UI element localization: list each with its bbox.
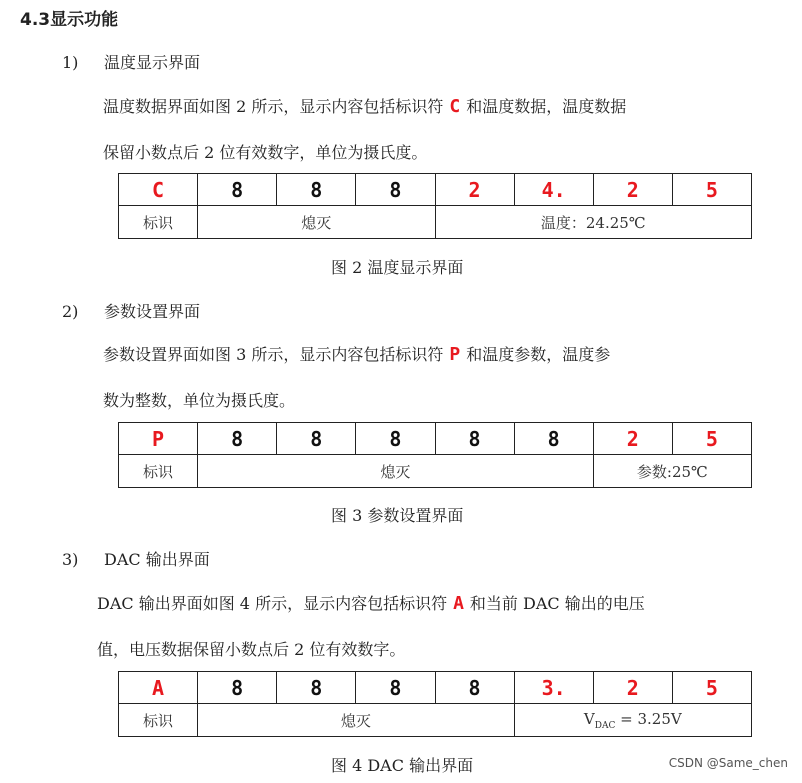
marker-glyph: A bbox=[453, 593, 464, 614]
subsection-number: 1) bbox=[62, 53, 79, 72]
label-cell: 标识 bbox=[119, 206, 198, 239]
paragraph-text: 保留小数点后 2 位有效数字，单位为摄氏度。 bbox=[103, 143, 428, 162]
label-cell: 标识 bbox=[119, 704, 198, 737]
subsection-number: 3) bbox=[62, 550, 79, 569]
digit-cell: 8 bbox=[277, 672, 356, 704]
digit-cell: 8 bbox=[356, 672, 435, 704]
digit-cell: 2 bbox=[593, 174, 672, 206]
marker-glyph: C bbox=[449, 96, 461, 117]
label-cell: 熄灭 bbox=[198, 704, 515, 737]
paragraph-text: 和当前 DAC 输出的电压 bbox=[469, 594, 645, 613]
voltage-symbol: V bbox=[583, 709, 595, 728]
subsection-title-1 bbox=[62, 50, 200, 73]
subsection-title-3 bbox=[62, 547, 210, 570]
digit-cell: C bbox=[119, 174, 198, 206]
digit-cell: 8 bbox=[514, 423, 593, 455]
paragraph-text: 温度数据界面如图 2 所示，显示内容包括标识符 bbox=[103, 97, 444, 116]
digit-cell: 8 bbox=[198, 174, 277, 206]
digit-cell: 8 bbox=[435, 423, 514, 455]
digit-cell: 4. bbox=[514, 174, 593, 206]
watermark: CSDN @Same_chen bbox=[668, 756, 788, 770]
paragraph-text: 数为整数，单位为摄氏度。 bbox=[103, 391, 296, 410]
subsection-number: 2) bbox=[62, 302, 79, 321]
marker-glyph: P bbox=[449, 344, 461, 365]
digit-cell: 8 bbox=[198, 672, 277, 704]
paragraph-text: 和温度数据，温度数据 bbox=[466, 97, 627, 116]
label-cell: 熄灭 bbox=[198, 206, 435, 239]
label-cell bbox=[514, 704, 751, 737]
paragraph-text: DAC 输出界面如图 4 所示，显示内容包括标识符 bbox=[97, 594, 448, 613]
label-cell: 参数:25℃ bbox=[593, 455, 751, 488]
label-cell: 标识 bbox=[119, 455, 198, 488]
digit-cell: 8 bbox=[277, 174, 356, 206]
digit-cell: 8 bbox=[277, 423, 356, 455]
digit-cell: 5 bbox=[672, 672, 751, 704]
paragraph-text: 参数设置界面如图 3 所示，显示内容包括标识符 bbox=[103, 345, 444, 364]
digit-cell: 8 bbox=[356, 423, 435, 455]
digit-cell: 3. bbox=[514, 672, 593, 704]
figure-caption: 图 2 温度显示界面 bbox=[331, 258, 464, 277]
figure-caption: 图 3 参数设置界面 bbox=[331, 506, 464, 525]
display-table-3 bbox=[118, 671, 752, 737]
label-cell: 温度：24.25℃ bbox=[435, 206, 752, 239]
digit-cell: 8 bbox=[356, 174, 435, 206]
digit-cell: 8 bbox=[198, 423, 277, 455]
subsection-title: 参数设置界面 bbox=[104, 302, 201, 321]
subsection-title: DAC 输出界面 bbox=[104, 550, 210, 569]
paragraph-text: 和温度参数，温度参 bbox=[466, 345, 611, 364]
subsection-title: 温度显示界面 bbox=[104, 53, 201, 72]
section-heading: 4.3显示功能 bbox=[20, 10, 119, 30]
digit-cell: P bbox=[119, 423, 198, 455]
figure-caption: 图 4 DAC 输出界面 bbox=[331, 756, 474, 775]
paragraph-text: 值，电压数据保留小数点后 2 位有效数字。 bbox=[97, 640, 406, 659]
paragraph-1 bbox=[103, 84, 783, 176]
label-cell: 熄灭 bbox=[198, 455, 594, 488]
display-table-2 bbox=[118, 422, 752, 488]
digit-cell: 5 bbox=[672, 423, 751, 455]
digit-cell: 2 bbox=[593, 672, 672, 704]
voltage-value: = 3.25V bbox=[615, 709, 682, 728]
digit-cell: 2 bbox=[435, 174, 514, 206]
paragraph-2 bbox=[103, 332, 783, 424]
voltage-subscript: DAC bbox=[594, 720, 616, 731]
digit-cell: 2 bbox=[593, 423, 672, 455]
subsection-title-2 bbox=[62, 299, 200, 322]
digit-cell: 5 bbox=[672, 174, 751, 206]
display-table-1 bbox=[118, 173, 752, 239]
digit-cell: A bbox=[119, 672, 198, 704]
paragraph-3 bbox=[97, 581, 783, 673]
digit-cell: 8 bbox=[435, 672, 514, 704]
